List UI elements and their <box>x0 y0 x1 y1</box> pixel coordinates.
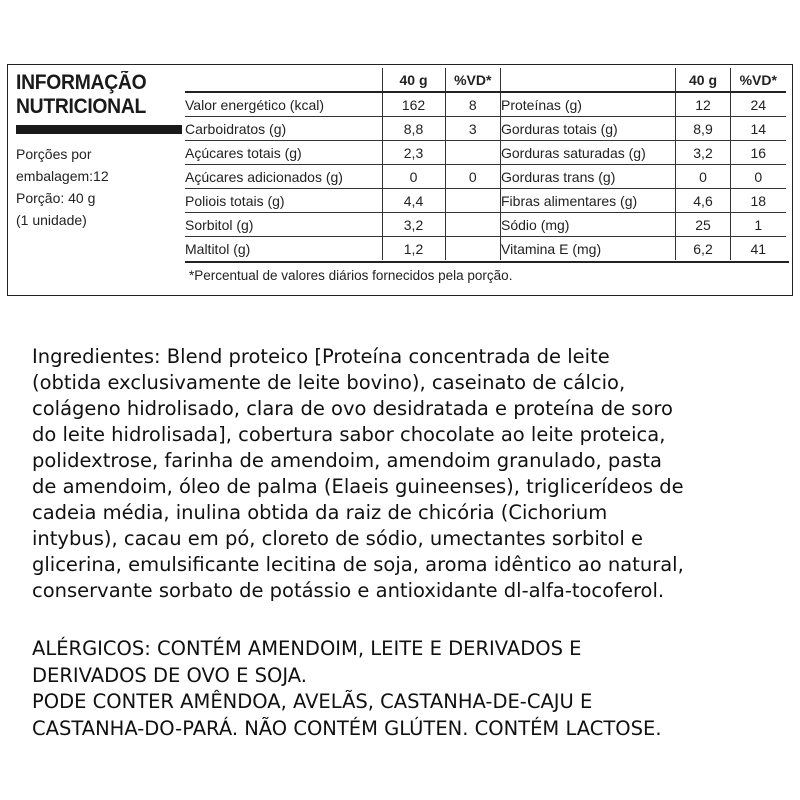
portion-info-line: Porção: 40 g <box>16 190 96 206</box>
nutrient-name: Fibras alimentares (g) <box>501 189 676 213</box>
header-amount: 40 g <box>676 68 731 92</box>
nutrient-dv: 41 <box>731 237 786 261</box>
nutrient-amount: 8,8 <box>382 117 445 141</box>
nutrient-dv: 18 <box>731 189 786 213</box>
nutrient-name: Gorduras totais (g) <box>501 117 676 141</box>
nutrient-dv: 1 <box>731 213 786 237</box>
nutrient-dv <box>445 141 500 165</box>
table-row <box>501 165 786 189</box>
nutrient-amount: 12 <box>676 92 731 117</box>
table-header-row <box>501 68 786 92</box>
portion-info-line: (1 unidade) <box>16 212 87 228</box>
nutrient-amount: 25 <box>676 213 731 237</box>
nutrient-name: Vitamina E (mg) <box>501 240 602 257</box>
table-header-row <box>185 68 500 92</box>
nutrient-name: Valor energético (kcal) <box>185 92 382 117</box>
table-row <box>501 213 786 237</box>
nutrient-name: Poliois totais (g) <box>185 189 382 213</box>
table-row <box>185 92 500 117</box>
header-dv: %VD* <box>445 68 500 92</box>
nutrient-name: Sorbitol (g) <box>185 213 382 237</box>
ingredients-line: de amendoim, óleo de palma (Elaeis guineenses), triglicerídeos de <box>32 475 684 498</box>
nutrition-title-line: NUTRICIONAL <box>16 95 147 118</box>
nutrient-name: Sódio (mg) <box>501 213 676 237</box>
nutrient-name: Proteínas (g) <box>501 92 676 117</box>
ingredients-line: glicerina, emulsificante lecitina de soja, aroma idêntico ao natural, <box>32 553 684 576</box>
nutrient-name: Gorduras trans (g) <box>501 165 676 189</box>
header-blank <box>185 68 382 92</box>
nutrient-dv: 3 <box>445 117 500 141</box>
nutrient-name: Gorduras saturadas (g) <box>501 141 676 165</box>
ingredients-line: colágeno hidrolisado, clara de ovo desidratada e proteína de soro <box>32 397 673 420</box>
allergens-line: PODE CONTER AMÊNDOA, AVELÃS, CASTANHA-DE-CAJU E <box>32 690 593 713</box>
nutrient-name: Maltitol (g) <box>185 240 251 257</box>
ingredients-line: intybus), cacau em pó, cloreto de sódio, umectantes sorbitol e <box>32 527 643 550</box>
ingredients-text <box>32 344 782 604</box>
portion-info-line: embalagem:12 <box>16 168 109 184</box>
nutrient-amount: 6,2 <box>676 237 731 261</box>
nutrient-name: Açúcares adicionados (g) <box>185 165 382 189</box>
ingredients-line: do leite hidrolisada], cobertura sabor chocolate ao leite proteica, <box>32 423 666 446</box>
nutrition-title-line: INFORMAÇÃO <box>16 71 147 94</box>
nutrient-amount: 0 <box>382 165 445 189</box>
footnote-divider <box>185 261 789 263</box>
nutrient-amount: 8,9 <box>676 117 731 141</box>
table-row <box>185 117 500 141</box>
nutrient-dv: 24 <box>731 92 786 117</box>
nutrient-dv: 8 <box>445 92 500 117</box>
nutrition-title <box>16 71 182 119</box>
nutrient-amount: 0 <box>676 165 731 189</box>
allergens-line: DERIVADOS DE OVO E SOJA. <box>32 663 307 687</box>
nutrient-amount: 2,3 <box>382 141 445 165</box>
table-row <box>501 141 786 165</box>
footnote: *Percentual de valores diários fornecidos pela porção. <box>189 268 513 283</box>
portion-info <box>16 143 186 231</box>
ingredients-line: conservante sorbato de potássio e antioxidante dl-alfa-tocoferol. <box>32 579 665 602</box>
table-row <box>501 92 786 117</box>
ingredients-line: Ingredientes: Blend proteico [Proteína concentrada de leite <box>32 345 610 368</box>
table-row <box>185 141 500 165</box>
nutrition-table-left <box>185 68 500 260</box>
nutrient-amount: 3,2 <box>676 141 731 165</box>
table-row <box>185 189 500 213</box>
table-row <box>501 189 786 213</box>
title-divider-bar <box>16 125 182 134</box>
table-row <box>185 237 500 261</box>
ingredients-line: polidextrose, farinha de amendoim, amendoim granulado, pasta <box>32 449 662 472</box>
nutrient-amount: 162 <box>382 92 445 117</box>
nutrient-dv: 16 <box>731 141 786 165</box>
nutrient-dv <box>445 237 500 261</box>
table-row <box>501 237 786 261</box>
table-row <box>501 117 786 141</box>
nutrient-amount: 4,6 <box>676 189 731 213</box>
nutrient-dv: 0 <box>445 165 500 189</box>
nutrient-name: Açúcares totais (g) <box>185 141 382 165</box>
header-blank <box>501 68 676 92</box>
nutrient-dv: 14 <box>731 117 786 141</box>
table-row <box>185 165 500 189</box>
nutrient-name: Carboidratos (g) <box>185 117 382 141</box>
nutrient-amount: 3,2 <box>382 213 445 237</box>
allergens-line: CASTANHA-DO-PARÁ. NÃO CONTÉM GLÚTEN. CONTÉM LACTOSE. <box>32 716 662 740</box>
ingredients-line: (obtida exclusivamente de leite bovino), caseinato de cálcio, <box>32 371 626 394</box>
header-amount: 40 g <box>382 68 445 92</box>
nutrient-dv: 0 <box>731 165 786 189</box>
nutrient-dv <box>445 189 500 213</box>
nutrient-amount: 4,4 <box>382 189 445 213</box>
portion-info-line: Porções por <box>16 146 92 162</box>
ingredients-line: cadeia média, inulina obtida da raiz de chicória (Cichorium <box>32 501 608 524</box>
allergens-text <box>32 636 782 742</box>
table-row <box>185 213 500 237</box>
nutrient-amount: 1,2 <box>382 237 445 261</box>
header-dv: %VD* <box>731 68 786 92</box>
allergens-line: ALÉRGICOS: CONTÉM AMENDOIM, LEITE E DERIVADOS E <box>32 637 582 660</box>
nutrient-dv <box>445 213 500 237</box>
nutrition-facts-label <box>7 64 793 296</box>
nutrition-table-right <box>500 68 786 260</box>
